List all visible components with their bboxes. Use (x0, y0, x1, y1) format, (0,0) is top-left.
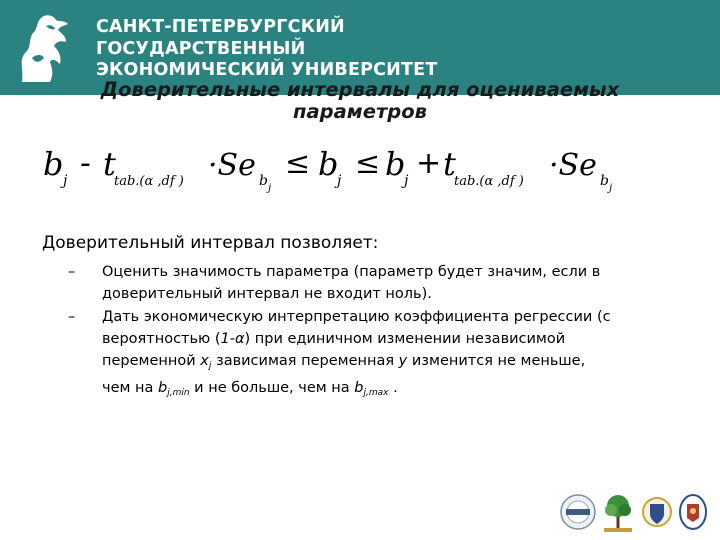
item2-line2 (102, 328, 668, 350)
item2-line4-a: чем на (102, 380, 159, 396)
org-line-3: ЭКОНОМИЧЕСКИЙ УНИВЕРСИТЕТ (96, 60, 438, 80)
item2-line4-end: . (388, 380, 398, 396)
item2-line4 (102, 377, 668, 404)
intro-text: Доверительный интервал позволяет: (42, 233, 379, 253)
variable-x: x (200, 353, 209, 369)
list-item (68, 261, 668, 305)
item2-line4-mid: и не больше, чем на (189, 380, 355, 396)
item2-line2-a: вероятностью ( (102, 331, 221, 347)
formula-t-2: t (443, 145, 456, 183)
probability-expression: 1-α (220, 331, 245, 347)
griffin-logo-icon (14, 12, 76, 84)
dash-bullet: – (68, 309, 76, 325)
formula-j-3: j (404, 173, 409, 189)
formula-leq-1: ≤ (285, 146, 311, 181)
item2-line3 (102, 350, 668, 377)
variable-b-min-sub: j,min (167, 388, 190, 398)
list-item (68, 306, 668, 404)
dash-bullet: – (68, 264, 76, 280)
title-line-1: Доверительные интервалы для оцениваемых (100, 78, 620, 101)
item1-line1: Оценить значимость параметра (параметр будет значим, если в (102, 264, 601, 280)
university-name (96, 17, 437, 82)
formula-se-sub-2: b (600, 173, 609, 189)
formula-j-1: j (63, 173, 68, 189)
title-line-2: параметров (293, 100, 427, 123)
bullet-list (68, 261, 668, 405)
formula-se-subsub-2: j (609, 183, 613, 194)
variable-b-max: b (354, 380, 364, 396)
item2-line3-c: изменится не меньше, (407, 353, 586, 369)
variable-x-sub: j (208, 361, 212, 371)
item1-line2: доверительный интервал не входит ноль). (102, 286, 432, 302)
formula-leq-2: ≤ (355, 146, 381, 181)
formula-t-sub-2: tab.(α ,df ) (454, 174, 524, 189)
formula-se-sub-1: b (259, 173, 268, 189)
formula-b-3: b (385, 145, 406, 183)
formula-t-1: t (103, 145, 116, 183)
item2-line3-a: переменной (102, 353, 201, 369)
org-line-2: ГОСУДАРСТВЕННЫЙ (96, 38, 306, 59)
variable-y: y (398, 353, 408, 369)
formula-minus: - (80, 146, 91, 181)
slide-title (40, 79, 680, 123)
partner-logos (560, 490, 710, 534)
formula-plus: + (416, 146, 442, 181)
variable-b-min: b (158, 380, 168, 396)
round-emblem-logo-icon (561, 495, 595, 529)
formula-t-sub-1: tab.(α ,df ) (114, 174, 184, 189)
formula-se-2: ·Se (549, 148, 597, 183)
crest-logo-icon (643, 498, 671, 526)
tree-emblem-logo-icon (604, 495, 632, 532)
item2-line1: Дать экономическую интерпретацию коэффициента регрессии (с (102, 309, 611, 325)
formula-b-1: b (43, 145, 64, 183)
formula-j-2: j (337, 173, 342, 189)
formula-b-2: b (318, 145, 339, 183)
org-line-1: САНКТ-ПЕТЕРБУРГСКИЙ (96, 17, 345, 37)
oval-emblem-logo-icon (680, 495, 706, 529)
formula-se-1: ·Se (208, 148, 256, 183)
formula-se-subsub-1: j (268, 183, 272, 194)
item2-line2-c: ) при единичном изменении независимой (244, 331, 566, 347)
item2-line3-b: зависимая переменная (211, 353, 399, 369)
variable-b-max-sub: j,max (363, 388, 389, 398)
confidence-interval-formula (0, 125, 720, 200)
